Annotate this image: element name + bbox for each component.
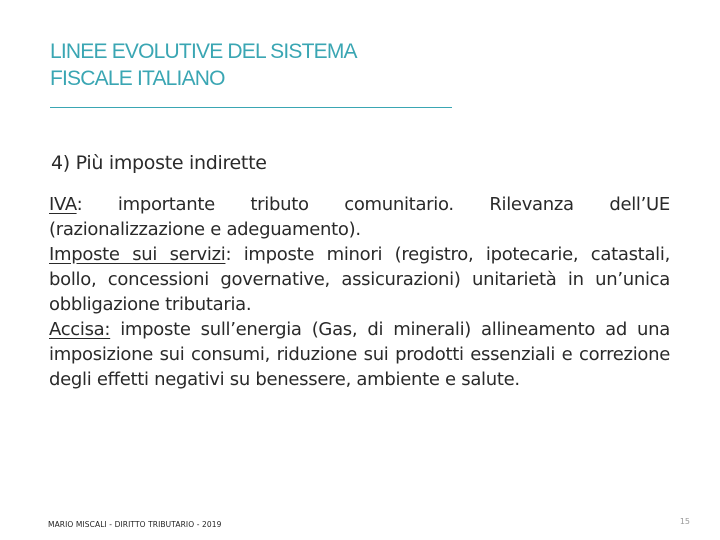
paragraph-iva-text: : importante tributo comunitario. Rilevanza dell’UE (razionalizzazione e adeguamento).	[49, 194, 670, 240]
paragraph-imposte-servizi	[49, 242, 670, 317]
title-divider	[50, 107, 452, 108]
keyword-imposte-servizi: Imposte sui servizi	[49, 244, 226, 265]
paragraph-accisa	[49, 317, 670, 392]
slide-body	[49, 192, 670, 392]
paragraph-accisa-text: imposte sull’energia (Gas, di minerali) allineamento ad una imposizione sui consumi, riduzione sui prodotti essenziali e correzione degli effetti negativi su benessere, ambiente e salute.	[49, 319, 670, 390]
slide-title-line-1: LINEE EVOLUTIVE DEL SISTEMA	[50, 40, 357, 63]
keyword-iva: IVA	[49, 194, 77, 215]
footer-author: MARIO MISCALI - DIRITTO TRIBUTARIO - 2019	[48, 520, 222, 529]
slide-title	[50, 38, 470, 92]
paragraph-imposte-servizi-text: : imposte minori (registro, ipotecarie, catastali, bollo, concessioni governative, assicurazioni) unitarietà in un’unica obbligazione tributaria.	[49, 244, 670, 315]
section-subtitle: 4) Più imposte indirette	[51, 152, 267, 174]
page-number: 15	[679, 517, 690, 526]
keyword-accisa: Accisa:	[49, 319, 111, 340]
paragraph-iva	[49, 192, 670, 242]
slide-title-line-2: FISCALE ITALIANO	[50, 67, 225, 90]
